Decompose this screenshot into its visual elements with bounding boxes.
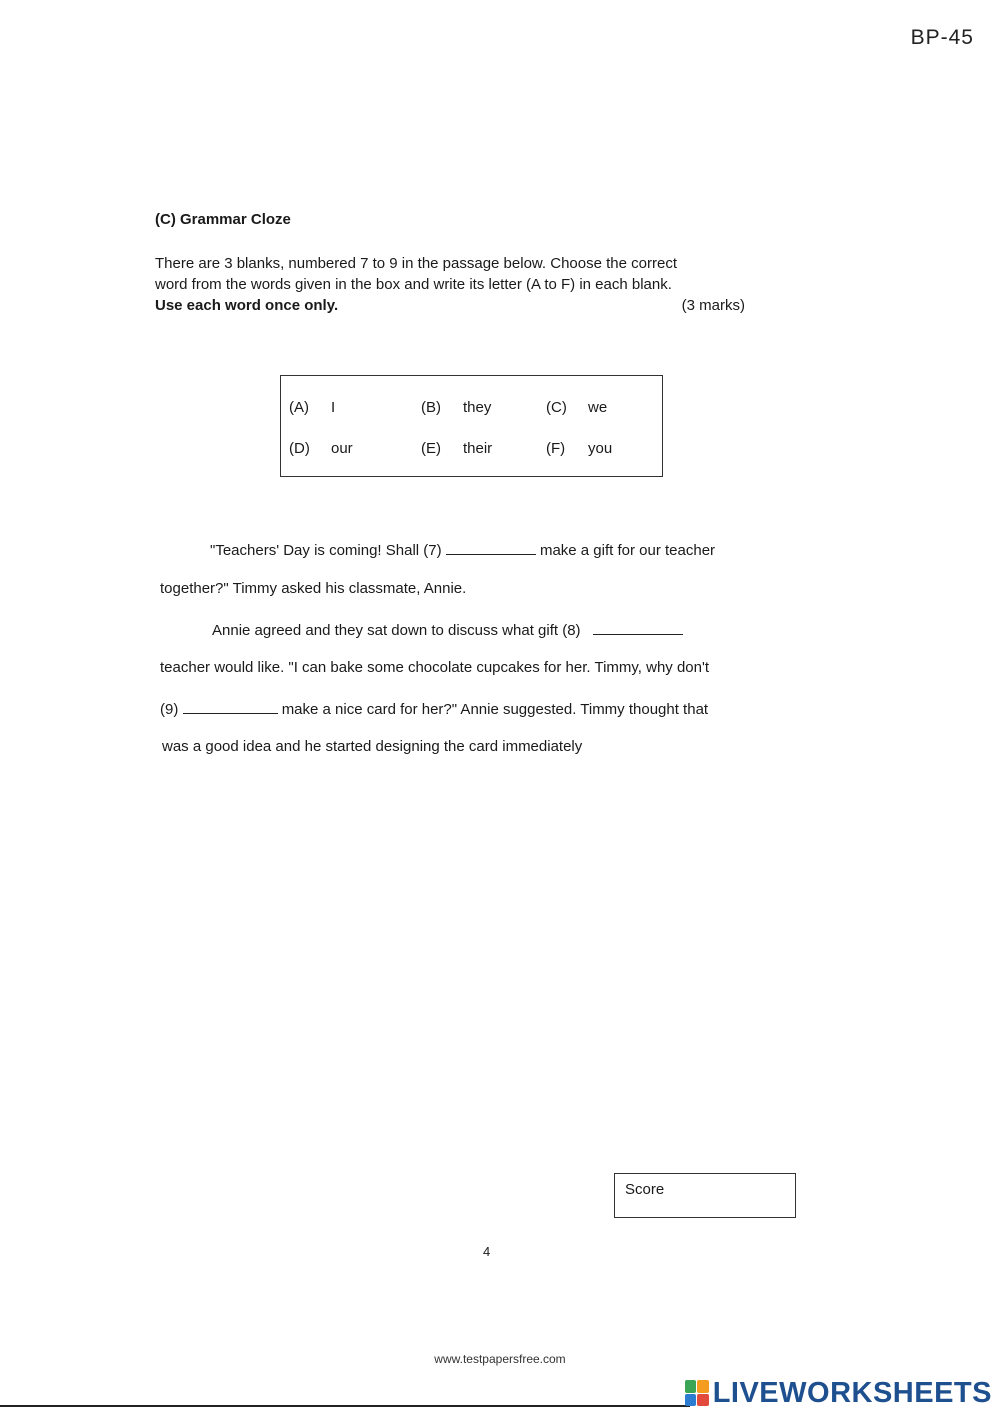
score-box [614,1173,796,1218]
page-number: 4 [483,1244,491,1259]
passage-line-6: was a good idea and he started designing the card immediately [162,738,583,755]
passage-line-3 [212,620,683,639]
option-letter: (A) [289,399,309,416]
source-url: www.testpapersfree.com [434,1352,566,1366]
logo-tile-orange [697,1380,709,1393]
option-word: you [588,440,613,457]
footer-divider [0,1405,690,1407]
passage-text: "Teachers' Day is coming! Shall (7) [210,542,442,559]
passage-text: (9) [160,701,179,718]
answer-blank-8[interactable] [593,620,683,635]
instruction-line-1: There are 3 blanks, numbered 7 to 9 in the passage below. Choose the correct [155,255,677,272]
score-label: Score [625,1181,665,1198]
liveworksheets-logo [685,1378,992,1408]
option-letter: (F) [546,440,566,457]
marks-label: (3 marks) [681,297,745,314]
word-option [421,440,492,457]
option-word: we [588,399,608,416]
passage-text: Annie agreed and they sat down to discuss what gift (8) [212,622,581,639]
logo-tile-blue [685,1394,697,1407]
word-option [421,399,491,416]
option-letter: (B) [421,399,441,416]
word-option [546,440,612,457]
section-heading: (C) Grammar Cloze [155,211,291,228]
instruction-line-2: word from the words given in the box and write its letter (A to F) in each blank. [155,276,672,293]
passage-line-5 [160,699,708,718]
answer-blank-9[interactable] [183,699,278,714]
liveworksheets-logo-icon [685,1380,709,1406]
passage-text: make a nice card for her?" Annie suggested. Timmy thought that [281,701,709,718]
answer-blank-7[interactable] [446,540,536,555]
instruction-line-3: Use each word once only. [155,297,339,314]
passage-line-4: teacher would like. "I can bake some chocolate cupcakes for her. Timmy, why don't [160,659,710,676]
option-letter: (C) [546,399,567,416]
brand-name: LIVEWORKSHEETS [712,1377,992,1409]
word-option [546,399,607,416]
option-letter: (E) [421,440,441,457]
option-word: our [331,440,353,457]
option-word: I [331,399,336,416]
option-word: their [463,440,493,457]
word-bank-box [280,375,663,477]
passage-text: make a gift for our teacher [539,542,716,559]
passage-line-1 [210,540,715,559]
passage-line-2: together?" Timmy asked his classmate, Annie. [160,580,467,597]
logo-tile-green [685,1380,697,1393]
word-option [289,440,353,457]
option-letter: (D) [289,440,310,457]
page-code: BP-45 [910,26,974,49]
logo-tile-red [697,1394,709,1407]
option-word: they [463,399,492,416]
instructions [155,253,745,316]
word-option [289,399,335,416]
